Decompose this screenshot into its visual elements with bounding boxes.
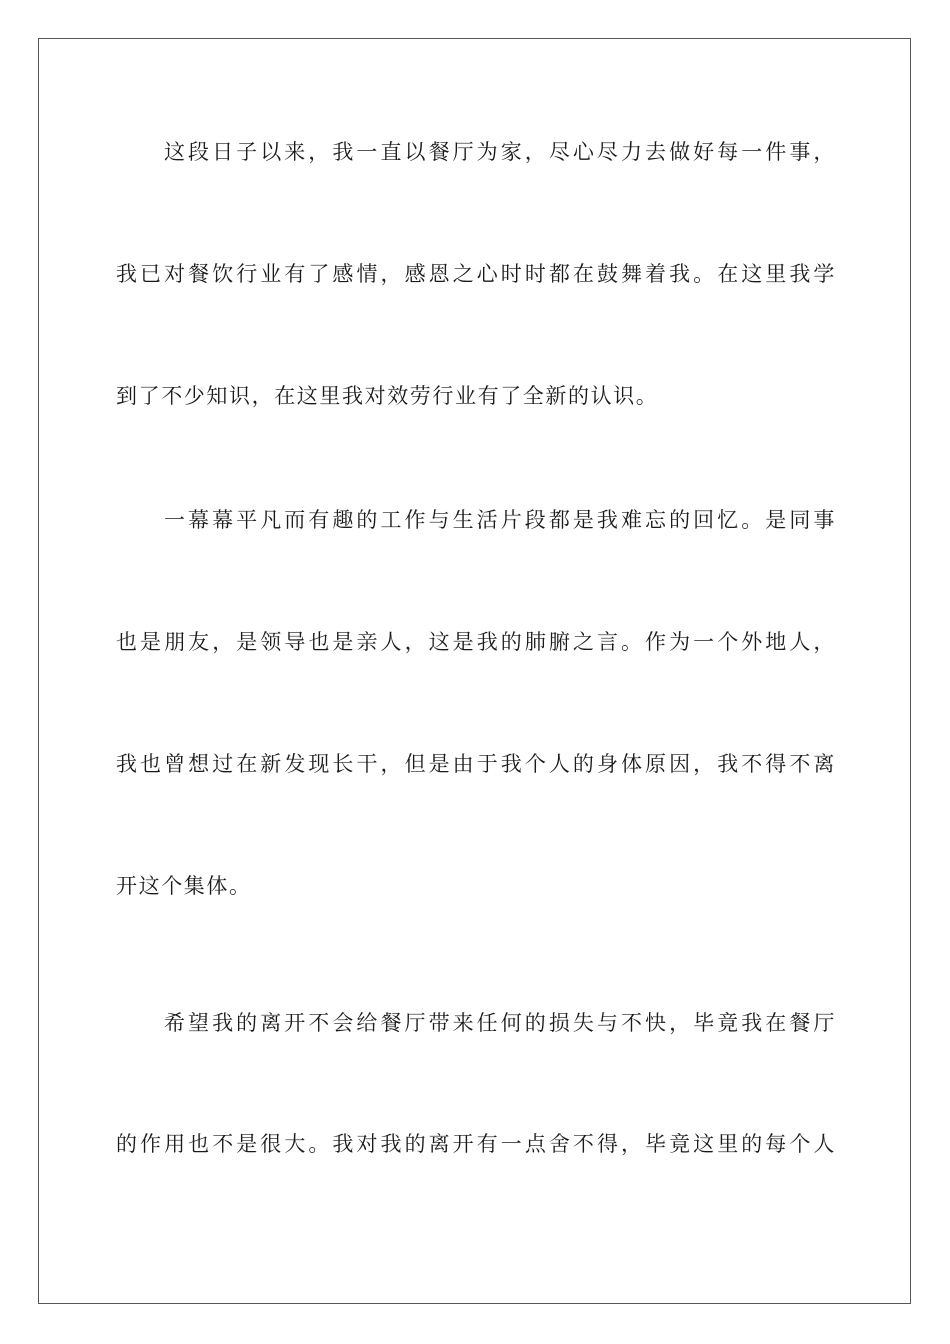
page-border <box>38 38 911 1304</box>
paragraph-2-line-4: 开这个集体。 <box>116 874 252 898</box>
paragraph-1-line-3: 到了不少知识，在这里我对效劳行业有了全新的认识。 <box>116 384 659 408</box>
paragraph-1-line-2: 我已对餐饮行业有了感情，感恩之心时时都在鼓舞着我。在这里我学 <box>116 262 836 286</box>
paragraph-2-line-2: 也是朋友，是领导也是亲人，这是我的肺腑之言。作为一个外地人， <box>116 630 836 654</box>
paragraph-3-line-1: 希望我的离开不会给餐厅带来任何的损失与不快，毕竟我在餐厅 <box>164 1011 836 1035</box>
paragraph-1-line-1: 这段日子以来，我一直以餐厅为家，尽心尽力去做好每一件事， <box>164 140 836 164</box>
paragraph-2-line-1: 一幕幕平凡而有趣的工作与生活片段都是我难忘的回忆。是同事 <box>164 508 836 532</box>
paragraph-3-line-2: 的作用也不是很大。我对我的离开有一点舍不得，毕竟这里的每个人 <box>116 1132 836 1156</box>
paragraph-2-line-3: 我也曾想过在新发现长干，但是由于我个人的身体原因，我不得不离 <box>116 752 836 776</box>
